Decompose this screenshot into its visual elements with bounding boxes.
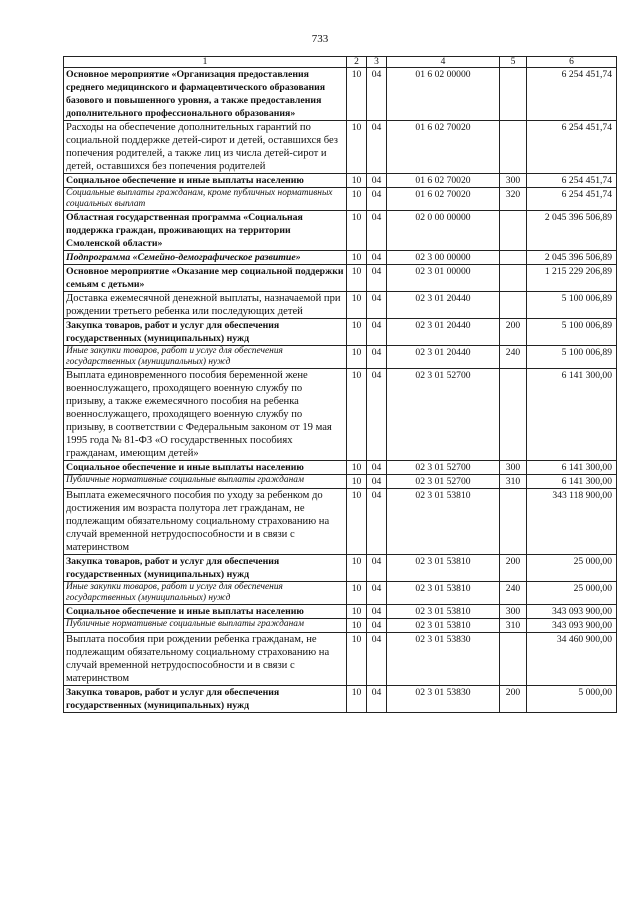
row-subsection-cell: 04 bbox=[367, 686, 387, 713]
row-subsection-cell: 04 bbox=[367, 211, 387, 251]
row-name-cell: Публичные нормативные социальные выплаты гражданам bbox=[64, 619, 347, 633]
table-row bbox=[64, 369, 617, 461]
row-subsection-cell: 04 bbox=[367, 174, 387, 188]
row-target-code-cell: 01 6 02 70020 bbox=[387, 188, 500, 211]
table-row bbox=[64, 633, 617, 686]
table-row bbox=[64, 251, 617, 265]
row-section-cell: 10 bbox=[347, 121, 367, 174]
budget-table bbox=[63, 56, 617, 713]
row-expense-type-cell bbox=[500, 211, 527, 251]
table-row bbox=[64, 582, 617, 605]
row-amount-cell: 343 093 900,00 bbox=[527, 619, 617, 633]
row-section-cell: 10 bbox=[347, 369, 367, 461]
row-name-cell: Социальное обеспечение и иные выплаты населению bbox=[64, 174, 347, 188]
row-target-code-cell: 02 3 01 53830 bbox=[387, 633, 500, 686]
row-subsection-cell: 04 bbox=[367, 251, 387, 265]
row-name-cell: Выплата пособия при рождении ребенка гражданам, не подлежащим обязательному социальному страхованию на случай временной нетрудоспособности и в связи с материнством bbox=[64, 633, 347, 686]
row-name-cell: Выплата ежемесячного пособия по уходу за ребенком до достижения им возраста полутора лет гражданам, не подлежащим обязательному социальному страхованию на случай временной нетрудоспособности и в связи с материнством bbox=[64, 489, 347, 555]
row-subsection-cell: 04 bbox=[367, 582, 387, 605]
table-row bbox=[64, 292, 617, 319]
table-row bbox=[64, 461, 617, 475]
row-expense-type-cell: 300 bbox=[500, 605, 527, 619]
table-row bbox=[64, 319, 617, 346]
table-row bbox=[64, 555, 617, 582]
row-name-cell: Иные закупки товаров, работ и услуг для обеспечения государственных (муниципальных) нужд bbox=[64, 346, 347, 369]
row-name-cell: Социальное обеспечение и иные выплаты населению bbox=[64, 605, 347, 619]
row-name-cell: Основное мероприятие «Оказание мер социальной поддержки семьям с детьми» bbox=[64, 265, 347, 292]
row-section-cell: 10 bbox=[347, 319, 367, 346]
row-subsection-cell: 04 bbox=[367, 121, 387, 174]
row-name-cell: Публичные нормативные социальные выплаты гражданам bbox=[64, 475, 347, 489]
row-expense-type-cell: 310 bbox=[500, 619, 527, 633]
header-col-4: 4 bbox=[387, 57, 500, 68]
row-name-cell: Подпрограмма «Семейно-демографическое развитие» bbox=[64, 251, 347, 265]
row-target-code-cell: 02 3 01 52700 bbox=[387, 475, 500, 489]
table-row bbox=[64, 619, 617, 633]
row-name-cell: Иные закупки товаров, работ и услуг для обеспечения государственных (муниципальных) нужд bbox=[64, 582, 347, 605]
row-expense-type-cell: 300 bbox=[500, 461, 527, 475]
table-row bbox=[64, 686, 617, 713]
row-section-cell: 10 bbox=[347, 292, 367, 319]
row-name-cell: Социальное обеспечение и иные выплаты населению bbox=[64, 461, 347, 475]
row-subsection-cell: 04 bbox=[367, 461, 387, 475]
row-expense-type-cell bbox=[500, 292, 527, 319]
row-name-cell: Доставка ежемесячной денежной выплаты, назначаемой при рождении третьего ребенка или последующих детей bbox=[64, 292, 347, 319]
row-section-cell: 10 bbox=[347, 188, 367, 211]
row-subsection-cell: 04 bbox=[367, 265, 387, 292]
header-col-6: 6 bbox=[527, 57, 617, 68]
row-target-code-cell: 02 3 01 52700 bbox=[387, 369, 500, 461]
row-section-cell: 10 bbox=[347, 174, 367, 188]
row-target-code-cell: 01 6 02 00000 bbox=[387, 68, 500, 121]
row-subsection-cell: 04 bbox=[367, 292, 387, 319]
row-name-cell: Закупка товаров, работ и услуг для обеспечения государственных (муниципальных) нужд bbox=[64, 319, 347, 346]
row-name-cell: Закупка товаров, работ и услуг для обеспечения государственных (муниципальных) нужд bbox=[64, 686, 347, 713]
table-row bbox=[64, 174, 617, 188]
table-row bbox=[64, 489, 617, 555]
row-target-code-cell: 02 3 01 53810 bbox=[387, 605, 500, 619]
row-expense-type-cell bbox=[500, 121, 527, 174]
row-amount-cell: 1 215 229 206,89 bbox=[527, 265, 617, 292]
row-target-code-cell: 01 6 02 70020 bbox=[387, 174, 500, 188]
row-section-cell: 10 bbox=[347, 633, 367, 686]
row-subsection-cell: 04 bbox=[367, 319, 387, 346]
row-amount-cell: 6 254 451,74 bbox=[527, 188, 617, 211]
row-section-cell: 10 bbox=[347, 582, 367, 605]
header-col-1: 1 bbox=[64, 57, 347, 68]
table-row bbox=[64, 188, 617, 211]
row-amount-cell: 5 100 006,89 bbox=[527, 346, 617, 369]
table-row bbox=[64, 211, 617, 251]
row-target-code-cell: 02 3 01 53810 bbox=[387, 619, 500, 633]
table-row bbox=[64, 605, 617, 619]
page-number: 733 bbox=[311, 33, 329, 45]
row-section-cell: 10 bbox=[347, 346, 367, 369]
table-row bbox=[64, 121, 617, 174]
table-row bbox=[64, 68, 617, 121]
row-expense-type-cell: 300 bbox=[500, 174, 527, 188]
row-section-cell: 10 bbox=[347, 211, 367, 251]
row-target-code-cell: 02 3 01 53810 bbox=[387, 489, 500, 555]
table-row bbox=[64, 265, 617, 292]
row-section-cell: 10 bbox=[347, 68, 367, 121]
row-target-code-cell: 02 3 01 53830 bbox=[387, 686, 500, 713]
row-expense-type-cell: 200 bbox=[500, 555, 527, 582]
header-col-5: 5 bbox=[500, 57, 527, 68]
table-body bbox=[64, 68, 617, 713]
row-amount-cell: 6 141 300,00 bbox=[527, 369, 617, 461]
row-amount-cell: 2 045 396 506,89 bbox=[527, 211, 617, 251]
row-target-code-cell: 02 3 01 00000 bbox=[387, 265, 500, 292]
row-subsection-cell: 04 bbox=[367, 489, 387, 555]
row-name-cell: Закупка товаров, работ и услуг для обеспечения государственных (муниципальных) нужд bbox=[64, 555, 347, 582]
row-name-cell: Социальные выплаты гражданам, кроме публичных нормативных социальных выплат bbox=[64, 188, 347, 211]
row-expense-type-cell bbox=[500, 251, 527, 265]
row-amount-cell: 6 254 451,74 bbox=[527, 68, 617, 121]
row-target-code-cell: 01 6 02 70020 bbox=[387, 121, 500, 174]
row-section-cell: 10 bbox=[347, 605, 367, 619]
row-subsection-cell: 04 bbox=[367, 619, 387, 633]
row-amount-cell: 25 000,00 bbox=[527, 582, 617, 605]
row-subsection-cell: 04 bbox=[367, 346, 387, 369]
row-section-cell: 10 bbox=[347, 686, 367, 713]
row-expense-type-cell bbox=[500, 489, 527, 555]
row-subsection-cell: 04 bbox=[367, 633, 387, 686]
row-amount-cell: 5 000,00 bbox=[527, 686, 617, 713]
row-subsection-cell: 04 bbox=[367, 369, 387, 461]
row-amount-cell: 5 100 006,89 bbox=[527, 292, 617, 319]
row-target-code-cell: 02 3 01 53810 bbox=[387, 555, 500, 582]
row-expense-type-cell: 320 bbox=[500, 188, 527, 211]
row-amount-cell: 2 045 396 506,89 bbox=[527, 251, 617, 265]
row-target-code-cell: 02 3 01 52700 bbox=[387, 461, 500, 475]
row-section-cell: 10 bbox=[347, 555, 367, 582]
row-section-cell: 10 bbox=[347, 461, 367, 475]
row-amount-cell: 343 093 900,00 bbox=[527, 605, 617, 619]
table-row bbox=[64, 346, 617, 369]
row-expense-type-cell: 240 bbox=[500, 346, 527, 369]
row-expense-type-cell bbox=[500, 265, 527, 292]
row-section-cell: 10 bbox=[347, 265, 367, 292]
row-amount-cell: 343 118 900,00 bbox=[527, 489, 617, 555]
row-amount-cell: 34 460 900,00 bbox=[527, 633, 617, 686]
row-amount-cell: 6 254 451,74 bbox=[527, 174, 617, 188]
row-target-code-cell: 02 3 01 53810 bbox=[387, 582, 500, 605]
row-name-cell: Выплата единовременного пособия беременной жене военнослужащего, проходящего военную службу по призыву, а также ежемесячного пособия на ребенка военнослужащего, проходящего военную службу по призыву, в соответствии с Федеральным законом от 19 мая 1995 года № 81-ФЗ «О государственных пособиях гражданам, имеющим детей» bbox=[64, 369, 347, 461]
row-subsection-cell: 04 bbox=[367, 555, 387, 582]
row-name-cell: Расходы на обеспечение дополнительных гарантий по социальной поддержке детей-сирот и детей, оставшихся без попечения родителей, а также лиц из числа детей-сирот и детей, оставшихся без попечения родителей bbox=[64, 121, 347, 174]
table-row bbox=[64, 475, 617, 489]
row-target-code-cell: 02 3 00 00000 bbox=[387, 251, 500, 265]
row-subsection-cell: 04 bbox=[367, 68, 387, 121]
row-target-code-cell: 02 3 01 20440 bbox=[387, 319, 500, 346]
row-amount-cell: 6 141 300,00 bbox=[527, 461, 617, 475]
row-amount-cell: 6 254 451,74 bbox=[527, 121, 617, 174]
row-expense-type-cell: 200 bbox=[500, 319, 527, 346]
row-amount-cell: 25 000,00 bbox=[527, 555, 617, 582]
row-section-cell: 10 bbox=[347, 619, 367, 633]
row-expense-type-cell bbox=[500, 68, 527, 121]
row-subsection-cell: 04 bbox=[367, 188, 387, 211]
row-section-cell: 10 bbox=[347, 475, 367, 489]
row-name-cell: Основное мероприятие «Организация предоставления среднего медицинского и фармацевтического образования базового и повышенного уровня, а также предоставления дополнительного профессионального образования» bbox=[64, 68, 347, 121]
row-expense-type-cell: 200 bbox=[500, 686, 527, 713]
row-section-cell: 10 bbox=[347, 489, 367, 555]
row-amount-cell: 6 141 300,00 bbox=[527, 475, 617, 489]
row-amount-cell: 5 100 006,89 bbox=[527, 319, 617, 346]
row-name-cell: Областная государственная программа «Социальная поддержка граждан, проживающих на территории Смоленской области» bbox=[64, 211, 347, 251]
row-expense-type-cell: 310 bbox=[500, 475, 527, 489]
header-col-2: 2 bbox=[347, 57, 367, 68]
header-row bbox=[64, 57, 617, 68]
row-expense-type-cell bbox=[500, 369, 527, 461]
row-section-cell: 10 bbox=[347, 251, 367, 265]
row-target-code-cell: 02 3 01 20440 bbox=[387, 292, 500, 319]
row-target-code-cell: 02 0 00 00000 bbox=[387, 211, 500, 251]
row-subsection-cell: 04 bbox=[367, 605, 387, 619]
row-expense-type-cell: 240 bbox=[500, 582, 527, 605]
row-target-code-cell: 02 3 01 20440 bbox=[387, 346, 500, 369]
row-subsection-cell: 04 bbox=[367, 475, 387, 489]
row-expense-type-cell bbox=[500, 633, 527, 686]
header-col-3: 3 bbox=[367, 57, 387, 68]
